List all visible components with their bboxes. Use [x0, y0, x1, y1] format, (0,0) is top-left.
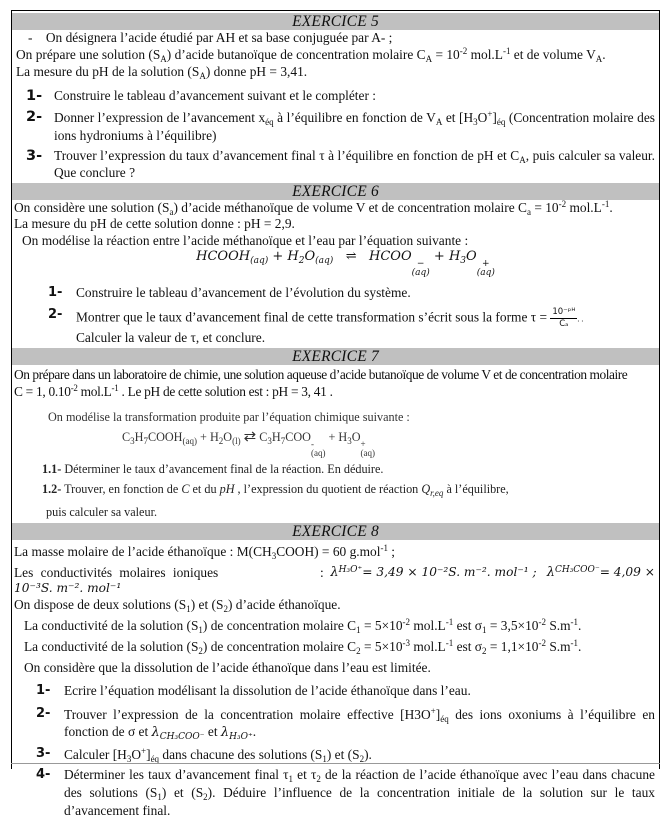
t: -1: [445, 616, 454, 627]
exercise-6-title: EXERCICE 6: [12, 183, 659, 200]
t: a: [169, 206, 174, 217]
t: 1: [288, 774, 294, 785]
t: +: [197, 429, 210, 444]
t: 3: [271, 551, 277, 562]
ex8-line-6: [14, 638, 655, 657]
t: éq: [496, 117, 506, 128]
t: à l’équilibre en fonction de V: [273, 110, 436, 126]
question-number: 1.1-: [42, 461, 62, 476]
t: 1: [356, 624, 361, 635]
ex6-equation: [14, 249, 655, 278]
t: 3: [460, 256, 467, 267]
question-text: [54, 148, 655, 181]
t: .: [578, 639, 582, 655]
t: 3: [126, 753, 132, 764]
question-number: 1-: [36, 682, 51, 698]
ex5-intro-line-2: [16, 46, 655, 65]
t: -2: [558, 198, 567, 209]
t: -1: [570, 616, 579, 627]
equilibrium-arrow-icon: ⇄: [243, 428, 257, 445]
t: éq: [265, 117, 274, 128]
t: Calculer la valeur de τ, et conclure.: [76, 330, 266, 346]
t: +: [429, 249, 449, 265]
t: 3: [267, 435, 272, 446]
t: S.m: [545, 639, 571, 655]
t: C: [259, 429, 268, 444]
t: 2: [223, 604, 228, 615]
t: = 10: [530, 199, 559, 215]
t: (aq): [476, 268, 495, 279]
exercise-6: [12, 183, 659, 346]
t: -1: [111, 382, 119, 393]
t: La conductivité de la solution (S: [24, 639, 199, 655]
t: +: [141, 745, 147, 756]
t: Calculer [H: [64, 746, 127, 762]
bottom-divider: [11, 763, 660, 764]
t: -2: [70, 382, 78, 393]
t: +: [325, 429, 339, 444]
t: H: [448, 249, 461, 265]
t: A: [199, 71, 206, 82]
t: 2: [198, 646, 203, 657]
t: -2: [538, 616, 546, 627]
question-number: 3-: [26, 147, 43, 164]
t: ).: [364, 746, 372, 762]
exercise-7: [12, 348, 659, 519]
exercise-7-title: EXERCICE 7: [12, 348, 659, 365]
t: H: [338, 429, 348, 444]
t: mol.L: [566, 199, 602, 215]
t: Donner l’expression de l’avancement x: [54, 110, 266, 126]
t: . .: [577, 314, 584, 324]
t: (aq): [411, 268, 430, 279]
t: -2: [402, 616, 411, 627]
t: [361, 440, 376, 458]
t: +: [487, 109, 493, 120]
ex7-intro-line-1: On prépare dans un laboratoire de chimie, une solution aqueuse d’acide butanoïque de volume V et de concentration molaire: [14, 366, 628, 382]
t: est σ: [453, 617, 483, 633]
t: ) et (S: [326, 746, 360, 762]
t: ;: [387, 544, 396, 560]
t: -1: [502, 45, 511, 56]
t: , l’expression du quotient de réaction: [234, 482, 422, 497]
ex8-question-2: [14, 706, 655, 743]
t: = 3,49 × 10⁻²S. m⁻². mol⁻¹ ;: [362, 564, 537, 579]
question-number: 1-: [48, 285, 63, 301]
ex5-question-2: [16, 109, 655, 143]
t: O: [477, 110, 488, 126]
t: .: [602, 46, 606, 62]
t: (aq): [360, 447, 376, 458]
t: COOH: [147, 429, 183, 444]
ex5-question-1: [16, 88, 655, 105]
t: a: [526, 206, 531, 217]
t: H: [287, 249, 299, 265]
question-number: 4-: [36, 767, 51, 783]
exercise-8-title: EXERCICE 8: [12, 523, 659, 540]
t: λ: [330, 564, 339, 580]
t: pH: [219, 482, 235, 497]
t: λ: [546, 564, 555, 580]
t: .: [609, 199, 613, 215]
t: 2: [203, 792, 208, 803]
ex7-question-1-1: [14, 462, 655, 476]
t: 1: [482, 624, 487, 635]
t: λ: [151, 725, 160, 741]
t: (aq): [310, 447, 326, 458]
t: [412, 260, 430, 278]
t: de la réaction de l’acide éthanoïque avec l’eau dans chacune des solutions (S: [64, 767, 655, 801]
ex7-question-1-2-cont: puis calculer sa valeur.: [46, 504, 157, 519]
t: (l): [232, 435, 241, 446]
t: C = 1, 0.10: [14, 383, 71, 399]
t: (aq): [315, 256, 334, 267]
ex5-intro-line-3: [16, 64, 655, 82]
ex8-line-5: [14, 617, 655, 636]
t: ]: [492, 110, 497, 126]
t: O: [466, 249, 477, 265]
equilibrium-arrow-icon: ⇌: [345, 249, 357, 265]
t: C: [181, 482, 190, 497]
t: 1: [322, 753, 327, 764]
t: 2: [218, 435, 224, 446]
ex8-question-3: [14, 746, 655, 765]
question-text: Construire le tableau d’avancement de l’évolution du système.: [76, 285, 411, 301]
question-text: [64, 746, 655, 765]
t: mol.L: [467, 46, 503, 62]
t: COO: [285, 429, 311, 444]
question-number: 2-: [36, 705, 51, 721]
ex8-question-4: [14, 767, 655, 818]
t: 1: [186, 604, 191, 615]
t: La mesure du pH de la solution (S: [16, 64, 200, 80]
t: 3: [130, 435, 135, 446]
t: Q: [421, 482, 431, 497]
ex7-question-1-2: [14, 482, 655, 499]
t: +: [360, 438, 366, 449]
ex6-intro-line-2: La mesure du pH de cette solution donne : pH = 2,9.: [14, 216, 295, 232]
t: Trouver l’expression de la concentration molaire effective [H3O: [64, 706, 431, 722]
t: et τ: [293, 767, 317, 783]
t: = 10: [432, 46, 460, 62]
ex5-intro1-text: On désignera l’acide étudié par AH et sa base conjuguée par A- ;: [45, 30, 393, 45]
t: ) et (S: [190, 597, 224, 613]
t: éq: [150, 753, 160, 764]
t: ]: [146, 746, 151, 762]
t: -: [310, 438, 314, 449]
t: (aq): [182, 435, 197, 446]
t: -2: [538, 638, 546, 649]
question-number: 1.2-: [42, 482, 62, 497]
t: A: [435, 117, 443, 128]
t: à l’équilibre,: [443, 482, 509, 497]
t: O: [351, 429, 361, 444]
t: ) d’acide butanoïque de concentration molaire C: [166, 46, 426, 62]
ex8-line-2: [14, 565, 655, 581]
t: -1: [380, 543, 388, 554]
ex6-intro-line-3: On modélise la réaction entre l’acide méthanoïque et l’eau par l’équation suivante :: [22, 233, 469, 249]
t: −: [416, 259, 425, 270]
t: des ions oxoniums à l’équilibre en fonction de σ et: [64, 706, 655, 740]
t: 1: [198, 624, 203, 635]
t: est σ: [453, 639, 483, 655]
t: , puis calculer sa valeur. Que conclure ?: [54, 147, 655, 181]
question-text: [64, 767, 655, 818]
t: λ: [220, 725, 230, 741]
t: H: [271, 429, 281, 444]
t: O: [223, 429, 233, 444]
t: 3: [347, 435, 352, 446]
t: 2: [482, 646, 487, 657]
ex8-line-3: 10⁻³S. m⁻². mol⁻¹: [14, 580, 122, 595]
t: O: [304, 249, 316, 265]
t: dans chacune des solutions (S: [159, 746, 323, 762]
t: C: [122, 429, 131, 444]
t: mol.L: [410, 617, 446, 633]
t: La conductivité de la solution (S: [24, 617, 199, 633]
ex8-question-1: [14, 683, 655, 699]
t: (aq): [250, 256, 269, 267]
t: ) et (S: [161, 785, 204, 801]
t: +: [268, 249, 288, 265]
question-number: 2-: [48, 307, 63, 323]
ex6-intro-line-1: [14, 200, 655, 217]
t: H: [134, 429, 144, 444]
t: HCOO: [369, 249, 412, 265]
t: HCOOH: [196, 249, 251, 265]
exercise-5-title: EXERCICE 5: [12, 13, 659, 30]
ex8-line-1: [14, 543, 655, 562]
t: A: [160, 53, 167, 64]
fraction-denominator: Cₐ: [559, 319, 569, 330]
t: Trouver, en fonction de: [61, 482, 182, 497]
t: 2: [356, 646, 361, 657]
t: (Concentration molaire des ions hydroniums à l’équilibre): [54, 110, 655, 143]
t: A: [595, 53, 603, 64]
t: O: [131, 746, 142, 762]
t: Déterminer les taux d’avancement final τ: [64, 767, 289, 783]
ex7-equation: [14, 429, 655, 458]
t: ]: [435, 706, 441, 722]
tau-fraction: [550, 307, 577, 330]
t: COOH) = 60 g.mol: [276, 544, 381, 560]
t: ). Déduire l’influence de la concentration initiale de la solution sur le taux d’avancement final.: [64, 785, 655, 818]
ex8-line-7: On considère que la dissolution de l’acide éthanoïque dans l’eau est limitée.: [24, 659, 431, 675]
question-number: 1-: [26, 88, 43, 105]
t: ) d’acide éthanoïque.: [227, 597, 341, 613]
t: Les conductivités molaires ioniques: [14, 564, 219, 580]
ex5-intro-line-1: [16, 30, 655, 46]
ex7-intro-line-2: [14, 383, 655, 400]
t: ) de concentration molaire C: [202, 617, 357, 633]
t: r,eq: [430, 488, 444, 499]
t: 7: [143, 435, 148, 446]
exercise-5: [12, 13, 659, 181]
fraction-numerator: 10⁻ᵖᴴ: [552, 307, 576, 318]
t: On dispose de deux solutions (S: [14, 597, 187, 613]
t: On prépare une solution (S: [16, 46, 161, 62]
t: ) d’acide méthanoïque de volume V et de concentration molaire C: [173, 199, 527, 215]
t: .: [252, 724, 257, 740]
ex6-question-2: [14, 307, 655, 346]
t: A: [425, 53, 433, 64]
t: Montrer que le taux d’avancement final de cette transformation s’écrit sous la forme τ =: [76, 309, 551, 325]
t: [311, 440, 326, 458]
question-number: 3-: [36, 745, 51, 761]
t: 2: [316, 774, 321, 785]
dash-bullet: -: [28, 30, 33, 45]
t: On considère une solution (S: [14, 199, 170, 215]
t: S.m: [545, 617, 571, 633]
t: ) donne pH = 3,41.: [205, 64, 308, 80]
t: ) de concentration molaire C: [202, 639, 357, 655]
t: 2: [359, 753, 365, 764]
question-number: 2-: [26, 109, 43, 126]
t: et [H: [442, 110, 474, 126]
question-text: [76, 307, 655, 346]
t: 2: [298, 256, 305, 267]
exercise-8: [12, 523, 659, 818]
t: et de volume V: [510, 46, 596, 62]
t: +: [482, 259, 490, 270]
ex8-line-4: [14, 597, 655, 615]
t: 1: [157, 792, 162, 803]
t: H₃O⁺: [229, 732, 253, 743]
t: et: [204, 724, 221, 740]
question-text: Déterminer le taux d’avancement final de la réaction. En déduire.: [61, 461, 384, 476]
t: = 1,1×10: [486, 639, 539, 655]
t: [477, 260, 495, 278]
t: -1: [570, 638, 579, 649]
question-text: [54, 109, 655, 143]
t: éq: [440, 713, 449, 724]
question-text: Ecrire l’équation modélisant la dissolution de l’acide éthanoïque dans l’eau.: [64, 682, 471, 698]
ex7-intro-line-3: On modélise la transformation produite par l’équation chimique suivante :: [48, 409, 410, 424]
t: .: [578, 617, 582, 633]
question-text: Construire le tableau d’avancement suivant et le compléter :: [54, 88, 376, 104]
t: = 3,5×10: [486, 617, 539, 633]
t: H₃O⁺: [338, 564, 363, 575]
ex5-question-3: [16, 148, 655, 181]
t: 7: [280, 435, 286, 446]
t: . Le pH de cette solution est : pH = 3, 41 .: [118, 383, 333, 399]
t: A: [519, 154, 526, 165]
t: -2: [459, 45, 468, 56]
t: La masse molaire de l’acide éthanoïque : M(CH: [14, 544, 272, 560]
t: +: [430, 705, 436, 716]
t: mol.L: [77, 383, 112, 399]
t: -1: [601, 198, 610, 209]
t: :: [319, 564, 324, 580]
t: = 4,09 ×: [599, 564, 656, 579]
t: Trouver l’expression du taux d’avancement final τ à l’équilibre en fonction de pH et C: [54, 147, 520, 163]
t: mol.L: [410, 639, 446, 655]
t: -3: [402, 638, 411, 649]
ex6-question-1: [14, 285, 655, 301]
question-text: [64, 706, 655, 743]
t: = 5×10: [360, 639, 403, 655]
t: CH₃COO⁻: [159, 732, 205, 743]
t: CH₃COO⁻: [554, 564, 600, 575]
t: 3: [473, 117, 478, 128]
t: et du: [189, 482, 220, 497]
t: -1: [445, 638, 454, 649]
t: = 5×10: [360, 617, 403, 633]
t: H: [209, 429, 219, 444]
